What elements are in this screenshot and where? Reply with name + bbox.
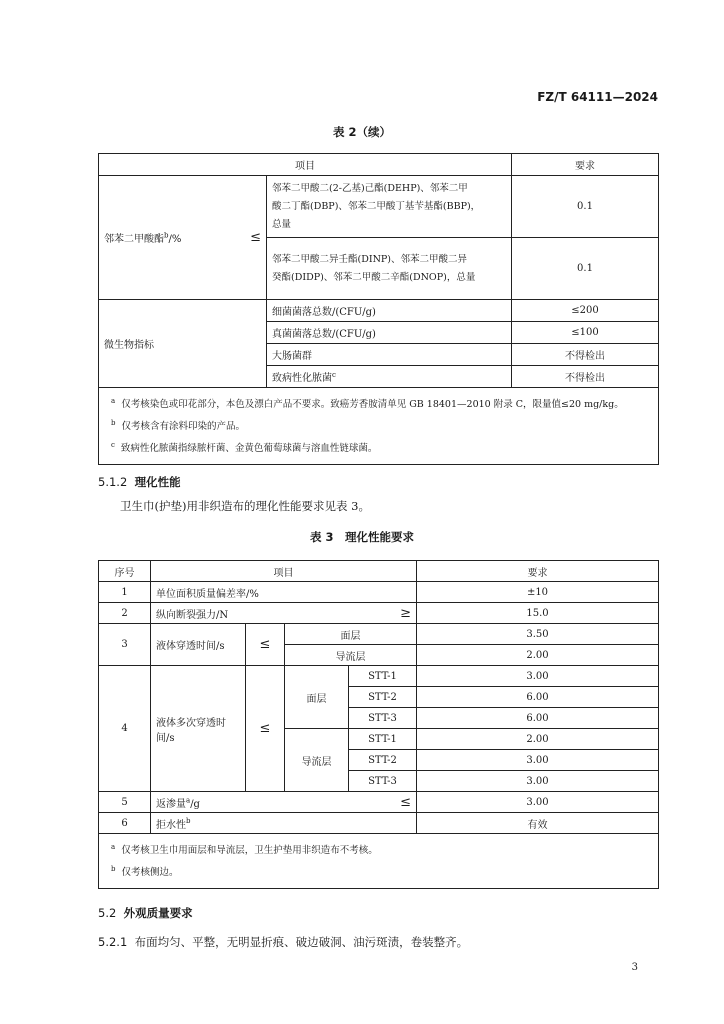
row-number: 3	[99, 624, 151, 666]
row-op: ≤	[400, 794, 411, 810]
table3-notes	[99, 834, 659, 889]
standard-code: FZ/T 64111—2024	[537, 90, 658, 104]
row-number: 1	[99, 582, 151, 603]
phthalate-op: ≤	[250, 230, 261, 245]
phthalate-label-cell	[99, 176, 267, 300]
row-stt: STT-3	[349, 708, 417, 729]
table3	[98, 560, 659, 889]
row-value: 6.00	[417, 708, 659, 729]
section-5-1-2-heading: 5.1.2 理化性能	[98, 475, 181, 489]
table-note: $^c$ 致病性化脓菌指绿脓杆菌、金黄色葡萄球菌与溶血性链球菌。	[111, 441, 378, 455]
phthalate-row2-value: 0.1	[512, 238, 659, 300]
table2-caption: 表 2（续）	[332, 125, 391, 139]
row-number: 6	[99, 813, 151, 834]
micro-value: ≤200	[512, 300, 659, 322]
row-group: 导流层	[285, 729, 349, 792]
micro-label: 微生物指标	[99, 300, 267, 388]
phthalate-row1-value: 0.1	[512, 176, 659, 238]
table3-col-item: 项目	[151, 561, 417, 582]
row-number: 4	[99, 666, 151, 792]
micro-item: 真菌菌落总数/(CFU/g)	[267, 322, 512, 344]
row-op: ≤	[246, 624, 285, 666]
row-subitem: 导流层	[285, 645, 417, 666]
row-value: 3.00	[417, 771, 659, 792]
table3-caption: 表 3 理化性能要求	[309, 530, 414, 544]
row-value: 3.00	[417, 792, 659, 813]
row-value: 2.00	[417, 729, 659, 750]
row-item: 纵向断裂强力/N ≥	[151, 603, 417, 624]
row-value: 6.00	[417, 687, 659, 708]
table2-col-item: 项目	[99, 154, 512, 176]
table-note: $^b$ 仅考核侧边。	[111, 865, 179, 879]
row-value: 3.00	[417, 750, 659, 771]
row-op: ≤	[246, 666, 285, 792]
row-subitem: 面层	[285, 624, 417, 645]
row-item: 液体穿透时间/s	[151, 624, 246, 666]
row-item: 单位面积质量偏差率/%	[151, 582, 417, 603]
table-note: $^b$ 仅考核含有涂料印染的产品。	[111, 419, 245, 433]
section-5-1-2-paragraph: 卫生巾(护垫)用非织造布的理化性能要求见表 3。	[120, 499, 370, 513]
micro-value: 不得检出	[512, 344, 659, 366]
table2-notes	[99, 388, 659, 465]
row-stt: STT-3	[349, 771, 417, 792]
table2	[98, 153, 659, 465]
table3-col-req: 要求	[417, 561, 659, 582]
row-value: 15.0	[417, 603, 659, 624]
row-item: 拒水性$^b$	[151, 813, 417, 834]
section-5-2-heading: 5.2 外观质量要求	[98, 906, 193, 920]
row-stt: STT-2	[349, 750, 417, 771]
row-stt: STT-1	[349, 666, 417, 687]
row-value: 3.50	[417, 624, 659, 645]
micro-value: ≤100	[512, 322, 659, 344]
row-stt: STT-1	[349, 729, 417, 750]
micro-item: 细菌菌落总数/(CFU/g)	[267, 300, 512, 322]
table2-col-req: 要求	[512, 154, 659, 176]
row-group: 面层	[285, 666, 349, 729]
table-note: $^a$ 仅考核染色或印花部分，本色及漂白产品不要求。致癌芳香胺清单见 GB 18401—2010 附录 C，限量值≤20 mg/kg。	[111, 397, 624, 411]
row-op: ≥	[400, 605, 411, 621]
row-value: 2.00	[417, 645, 659, 666]
row-number: 5	[99, 792, 151, 813]
row-value: ±10	[417, 582, 659, 603]
row-item: 返渗量$^a$/g ≤	[151, 792, 417, 813]
table-note: $^a$ 仅考核卫生巾用面层和导流层，卫生护垫用非织造布不考核。	[111, 843, 378, 857]
page-number: 3	[631, 962, 638, 973]
phthalate-label: 邻苯二甲酸酯$^b$/%	[104, 231, 182, 245]
micro-value: 不得检出	[512, 366, 659, 388]
micro-item: 致病性化脓菌$^c$	[267, 366, 512, 388]
phthalate-row2-item: 邻苯二甲酸二异壬酯(DINP)、邻苯二甲酸二异 癸酯(DIDP)、邻苯二甲酸二辛酯(DNOP)，总量	[267, 238, 512, 300]
table3-col-no: 序号	[99, 561, 151, 582]
section-5-2-1-text: 5.2.1 布面均匀、平整，无明显折痕、破边破洞、油污斑渍，卷装整齐。	[98, 935, 469, 949]
micro-item: 大肠菌群	[267, 344, 512, 366]
row-value: 有效	[417, 813, 659, 834]
row-value: 3.00	[417, 666, 659, 687]
row-stt: STT-2	[349, 687, 417, 708]
row-item: 液体多次穿透时间/s	[151, 666, 246, 792]
phthalate-row1-item: 邻苯二甲酸二(2-乙基)己酯(DEHP)、邻苯二甲 酸二丁酯(DBP)、邻苯二甲酸丁基苄基酯(BBP)， 总量	[267, 176, 512, 238]
row-number: 2	[99, 603, 151, 624]
